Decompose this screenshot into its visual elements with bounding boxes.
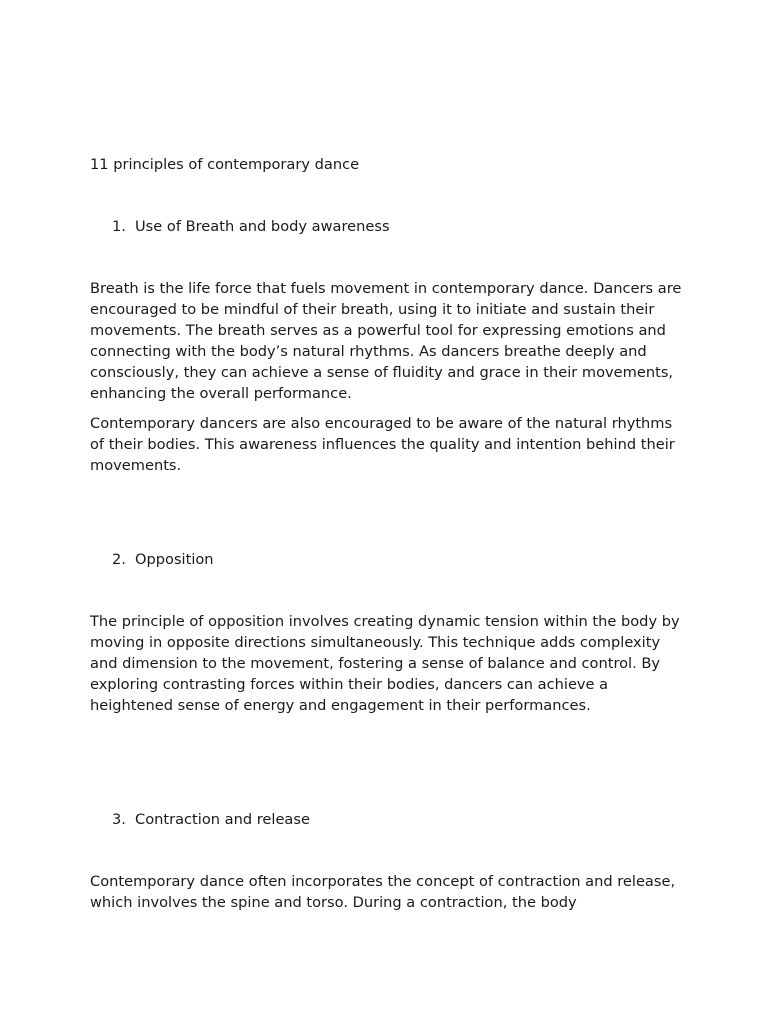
section-title: Use of Breath and body awareness	[135, 218, 390, 235]
paragraph-breath-1: Breath is the life force that fuels movement in contemporary dance. Dancers are encouraged to be mindful of their breath, using it to initiate and sustain their movements. The breath serves as a powerful tool for expressing emotions and connecting with the body’s natural rhythms. As dancers breathe deeply and consciously, they can achieve a sense of fluidity and grace in their movements, enhancing the overall performance.	[90, 280, 682, 402]
paragraph-contraction-1: Contemporary dance often incorporates the concept of contraction and release, which involves the spine and torso. During a contraction, the body	[90, 873, 676, 911]
section-number: 2.	[112, 551, 126, 568]
section-heading-breath	[112, 217, 390, 237]
section-number: 1.	[112, 218, 126, 235]
section-number: 3.	[112, 811, 126, 828]
section-heading-contraction	[112, 810, 310, 830]
section-heading-opposition	[112, 550, 214, 570]
section-title: Contraction and release	[135, 811, 310, 828]
document-title: 11 principles of contemporary dance	[90, 156, 360, 173]
paragraph-breath-2: Contemporary dancers are also encouraged to be aware of the natural rhythms of their bodies. This awareness influences the quality and intention behind their movements.	[90, 415, 675, 474]
section-title: Opposition	[135, 551, 214, 568]
paragraph-opposition-1: The principle of opposition involves creating dynamic tension within the body by moving in opposite directions simultaneously. This technique adds complexity and dimension to the movement, fostering a sense of balance and control. By exploring contrasting forces within their bodies, dancers can achieve a heightened sense of energy and engagement in their performances.	[90, 613, 680, 714]
